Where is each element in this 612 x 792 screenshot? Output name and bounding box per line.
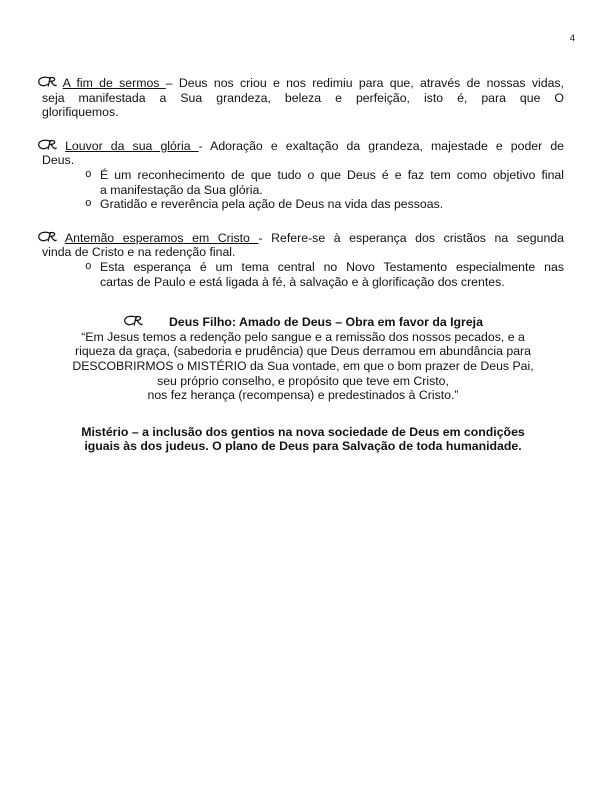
sub-bullet-text-line: É um reconhecimento de que tudo o que Deus é e faz tem como objetivo final xyxy=(100,167,564,182)
bullet-first-line xyxy=(37,76,564,91)
page-number: 4 xyxy=(569,33,575,44)
bullet-a-fim-de-sermos xyxy=(42,76,564,120)
bullet-first-line xyxy=(37,139,564,154)
bullet-first-line xyxy=(37,231,564,246)
bullet-text-line: seja manifestada a Sua grandeza, beleza e perfeição, isto é, para que O xyxy=(42,90,564,105)
sub-bullet-item xyxy=(42,260,564,289)
circle-bullet-marker: o xyxy=(85,260,92,273)
sub-bullet-text-line: Gratidão e reverência pela ação de Deus na vida das pessoas. xyxy=(100,197,444,212)
scripture-quote xyxy=(42,330,564,403)
sub-bullet-text-line: Esta esperança é um tema central no Novo Testamento especialmente nas xyxy=(100,259,564,274)
cr-ornament-bullet-icon xyxy=(37,76,57,88)
mystery-line: Mistério – a inclusão dos gentios na nova sociedade de Deus em condições xyxy=(81,424,525,439)
circle-bullet-marker: o xyxy=(85,198,92,211)
section-heading xyxy=(42,315,564,330)
bullet-lead-underlined: A fim de sermos xyxy=(62,76,166,90)
bullet-louvor-da-sua-gloria xyxy=(42,139,564,212)
sub-bullet-text-line: cartas de Paulo e está ligada à fé, à salvação e à glorificação dos crentes. xyxy=(100,274,505,289)
circle-bullet-marker: o xyxy=(85,168,92,181)
cr-ornament-bullet-icon xyxy=(123,315,143,327)
bullet-text-line: Deus. xyxy=(42,153,75,168)
page-content xyxy=(42,76,564,454)
section-heading-text: Deus Filho: Amado de Deus – Obra em favor da Igreja xyxy=(169,315,483,330)
sub-bullet-text-line: a manifestação da Sua glória. xyxy=(100,182,263,197)
mystery-line: iguais às dos judeus. O plano de Deus para Salvação de toda humanidade. xyxy=(84,439,522,454)
sub-bullet-item xyxy=(42,197,564,212)
quote-line: nos fez herança (recompensa) e predestinados à Cristo.” xyxy=(147,388,459,403)
bullet-lead-rest: - Refere-se à esperança dos cristãos na segunda xyxy=(258,230,564,245)
quote-line: riqueza da graça, (sabedoria e prudência) que Deus derramou em abundância para xyxy=(75,344,531,359)
cr-ornament-bullet-icon xyxy=(37,139,57,151)
bullet-lead-underlined: Antemão esperamos em Cristo xyxy=(64,230,259,245)
bullet-text-line: glorifiquemos. xyxy=(42,105,119,120)
quote-line: “Em Jesus temos a redenção pelo sangue e a remissão dos nossos pecados, e a xyxy=(81,329,525,344)
bullet-lead-rest: - Adoração e exaltação da grandeza, majestade e poder de xyxy=(198,138,564,153)
bullet-lead-rest: – Deus nos criou e nos redimiu para que, através de nossas vidas, xyxy=(165,76,564,90)
cr-ornament-bullet-icon xyxy=(37,231,57,243)
sub-bullet-item xyxy=(42,168,564,197)
quote-line: seu próprio conselho, e propósito que teve em Cristo, xyxy=(157,373,449,388)
bullet-text-line: vinda de Cristo e na redenção final. xyxy=(42,245,236,260)
quote-line: DESCOBRIRMOS o MISTÉRIO da Sua vontade, em que o bom prazer de Deus Pai, xyxy=(72,358,534,373)
mystery-definition xyxy=(42,425,564,454)
bullet-antemao-esperamos xyxy=(42,231,564,289)
bullet-lead-underlined: Louvor da sua glória xyxy=(65,138,199,153)
